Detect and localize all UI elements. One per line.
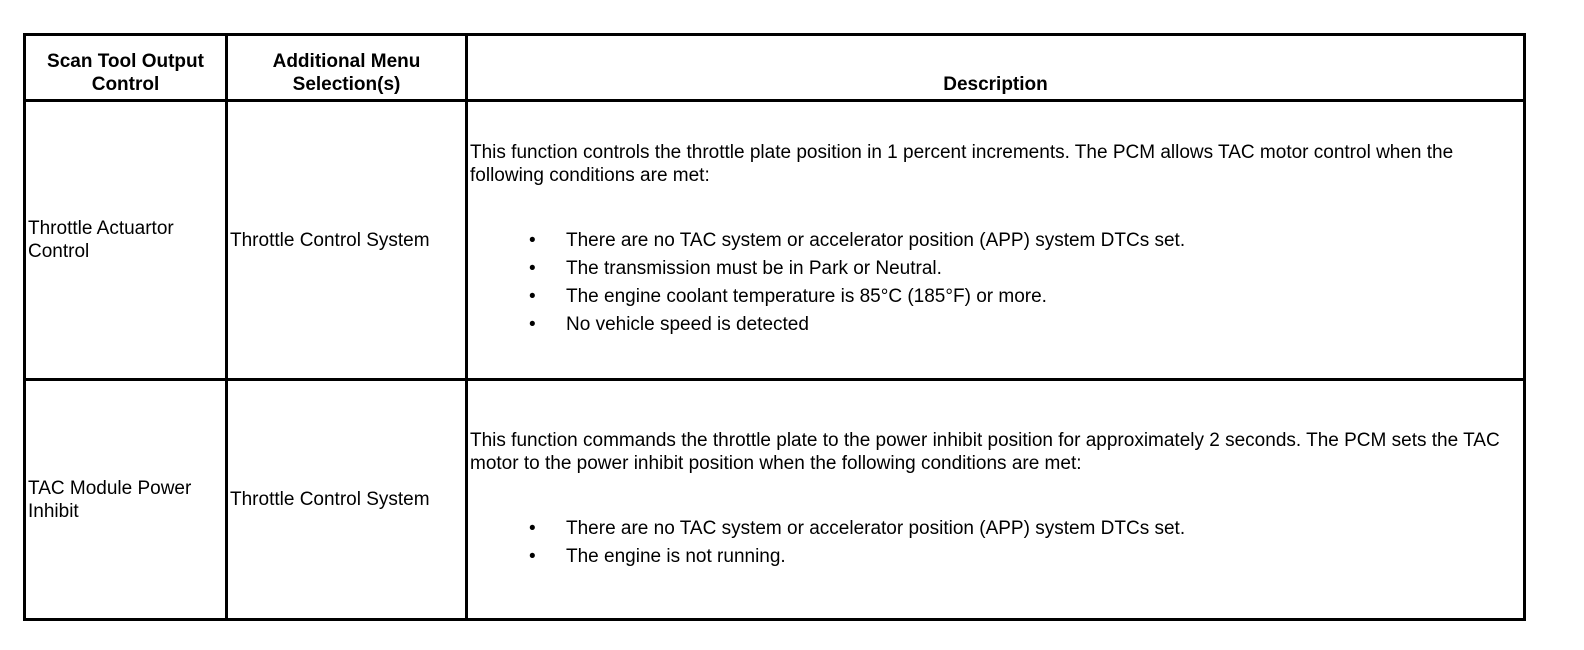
condition-text: The engine is not running.: [566, 545, 786, 567]
description-cell: [467, 380, 1525, 620]
description-intro: This function controls the throttle plate position in 1 percent increments. The PCM allows TAC motor control when the following conditions are met:: [470, 142, 1454, 186]
table-row: [25, 101, 1525, 380]
table-row: [25, 380, 1525, 620]
condition-text: There are no TAC system or accelerator position (APP) system DTCs set.: [566, 230, 1186, 251]
conditions-list: [470, 515, 1521, 571]
header-description: Description: [467, 35, 1525, 101]
header-scan-tool-output-control: Scan Tool Output Control: [25, 35, 227, 101]
condition-item: [470, 515, 1521, 543]
condition-item: [470, 311, 1521, 339]
header-additional-menu-selections: Additional Menu Selection(s): [227, 35, 467, 101]
description-cell: [467, 101, 1525, 380]
condition-text: There are no TAC system or accelerator position (APP) system DTCs set.: [566, 517, 1186, 539]
condition-item: [470, 255, 1521, 283]
description-intro: This function commands the throttle plate to the power inhibit position for approximately 2 seconds. The PCM sets the TAC motor to the power inhibit position when the following conditions are met:: [470, 429, 1500, 474]
output-control-table: [23, 33, 1526, 621]
output-control-cell: Throttle Actuartor Control: [25, 101, 227, 380]
condition-text: No vehicle speed is detected: [566, 314, 809, 335]
condition-text: The transmission must be in Park or Neutral.: [566, 258, 942, 279]
menu-selection-cell: Throttle Control System: [227, 380, 467, 620]
bullet-icon: •: [529, 314, 536, 335]
output-control-cell: TAC Module Power Inhibit: [25, 380, 227, 620]
table-header-row: [25, 35, 1525, 101]
condition-text: The engine coolant temperature is 85°C (185°F) or more.: [566, 286, 1047, 307]
condition-item: [470, 283, 1521, 311]
condition-item: [470, 227, 1521, 255]
menu-selection-cell: Throttle Control System: [227, 101, 467, 380]
bullet-icon: •: [529, 517, 536, 539]
bullet-icon: •: [529, 286, 536, 307]
conditions-list: [470, 227, 1521, 339]
bullet-icon: •: [529, 230, 536, 251]
condition-item: [470, 543, 1521, 571]
bullet-icon: •: [529, 545, 536, 567]
bullet-icon: •: [529, 258, 536, 279]
